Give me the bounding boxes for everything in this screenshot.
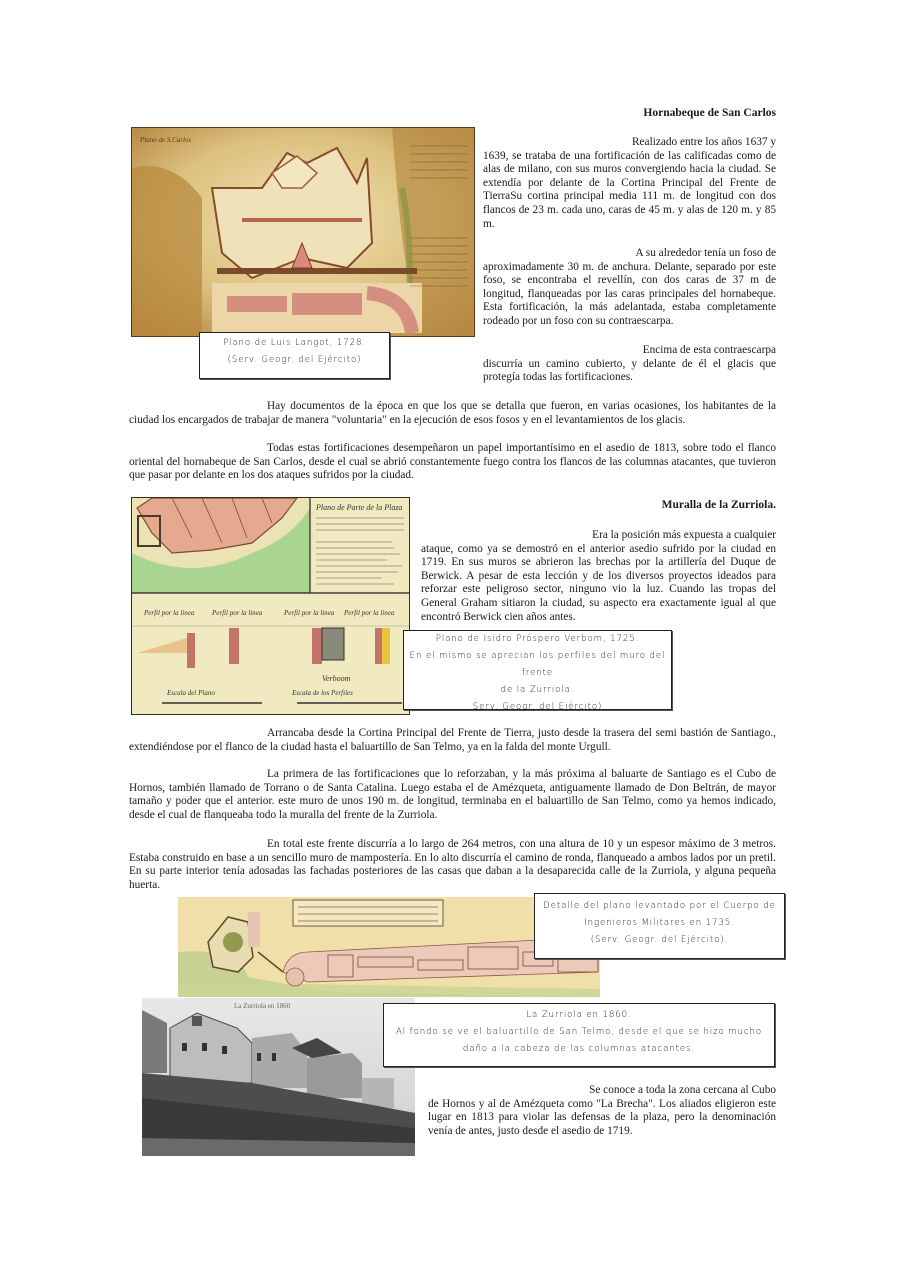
paragraph-text: 1639, se trataba de una fortificación de las calificadas como de alas de milano, con sus muros convergiendo hacia la ciudad. Se extendía por delante de la Cortina Principal del Frente de TierraSu cortina principal media 111 m. de longitud con dos flancos de 23 m. cada uno, caras de 45 m. y alas de 120 m. y 85 m. xyxy=(483,149,776,230)
paragraph-text: En total este frente discurría a lo largo de 264 metros, con una altura de 10 y un espesor máximo de 3 metros. Estaba construido en base a un sencillo muro de mampostería. En lo alto discurría el camino de ronda, flanqueado a ambos lados por un pretil. En su parte interior tenía adosadas las fachadas posteriores de las casas que daban a la desaparecida calle de la Zurriola, y alguna pequeña huerta. xyxy=(129,838,776,891)
paragraph-hornabeque-1 xyxy=(483,136,776,231)
paragraph-hornabeque-4 xyxy=(129,400,776,427)
caption-line: Ingenieros Militares en 1735. xyxy=(584,918,735,928)
paragraph-text: La primera de las fortificaciones que lo reforzaban, y la más próxima al baluarte de Santiago es el Cubo de Hornos, también llamado de Torrano o de Santa Catalina. Luego estaba el de Amézqueta, antiguamente llamado de Don Beltrán, de mayor tamaño y poder que el anterior. este muro de unos 190 m. de longitud, terminaba en el baluartillo de San Telmo, como ya hemos indicado, desde el cual de flanqueaba todo la muralla del frente de la Zurriola. xyxy=(129,768,776,821)
paragraph-zurriola-2 xyxy=(129,727,776,754)
svg-text:Plano de Parte de la Plaza: Plano de Parte de la Plaza xyxy=(316,503,403,512)
caption-line: daño a la cabeza de las columnas atacantes. xyxy=(462,1044,696,1054)
paragraph-first-line: A su alrededor tenía un foso de xyxy=(635,247,776,259)
historic-photo-icon xyxy=(142,998,415,1156)
section-title-zurriola: Muralla de la Zurriola. xyxy=(661,499,776,511)
svg-text:Perfil por la linea: Perfil por la linea xyxy=(144,609,195,617)
paragraph-text: Hay documentos de la época en que los que se detalla que fueron, en varias ocasiones, los habitantes de la ciudad los encargados de trabajar de manera "voluntaria" en la ejecución de esos fosos y en el levantamientos de los glacis. xyxy=(129,400,776,426)
photo-zurriola-1860 xyxy=(142,998,415,1156)
svg-text:Plano de S.Carlos: Plano de S.Carlos xyxy=(140,136,192,144)
photo-inscription: La Zurriola en 1860 xyxy=(234,1002,291,1010)
caption-line: (Serv. Geogr. del Ejército). xyxy=(590,935,729,945)
svg-text:Perfil por la linea: Perfil por la linea xyxy=(284,609,335,617)
caption-line: Plano de Isidro Próspero Verbom, 1725. xyxy=(435,634,640,644)
paragraph-zurriola-5 xyxy=(428,1084,776,1138)
wall-profile-plan-icon xyxy=(132,498,409,714)
paragraph-first-line: Encima de esta contraescarpa xyxy=(642,344,776,356)
paragraph-hornabeque-3 xyxy=(483,344,776,385)
paragraph-zurriola-1 xyxy=(421,529,776,624)
caption-line: Serv. Geogr. del Ejército) xyxy=(472,702,603,712)
paragraph-text: ataque, como ya se demostró en el anterior asedio sufrido por la ciudad en 1719. En sus muros se abrieron las brechas por la artillería del Duque de Berwick. A pesar de esta lección y de los diversos proyectos ideados para reforzar este peligroso sector, ninguno vio la luz. Cuando las tropas del General Graham sitiaron la ciudad, su aspecto era exactamente igual al que encontró Berwick cien años antes. xyxy=(421,542,776,623)
svg-text:Perfil por la linea: Perfil por la linea xyxy=(344,609,395,617)
section-title-hornabeque: Hornabeque de San Carlos xyxy=(643,107,776,119)
paragraph-hornabeque-5 xyxy=(129,442,776,483)
caption-line: de la Zurriola. xyxy=(500,685,575,695)
fortification-map-icon xyxy=(132,128,474,336)
image-caption-detail-1735 xyxy=(534,893,785,959)
map-image-langot-1728 xyxy=(131,127,475,337)
image-caption-langot xyxy=(199,332,390,379)
image-caption-verbom xyxy=(403,630,672,710)
paragraph-text: Arrancaba desde la Cortina Principal del Frente de Tierra, justo desde la trasera del semi bastión de Santiago., extendiéndose por el flanco de la ciudad hasta el baluartillo de San Telmo, ya en la falda del monte Urgull. xyxy=(129,727,776,753)
paragraph-text: discurría un camino cubierto, y delante de él el glacis que protegía todas las fortificaciones. xyxy=(483,357,776,384)
svg-text:Perfil por la linea: Perfil por la linea xyxy=(212,609,263,617)
image-caption-photo-1860 xyxy=(383,1003,775,1067)
paragraph-text: de Hornos y al de Amézqueta como "La Brecha". Los aliados eligieron este lugar en 1813 para violar las defensas de la plaza, pero la denominación venía de antes, justo desde el asedio de 1719. xyxy=(428,1097,776,1137)
caption-line: Al fondo se ve el baluartillo de San Telmo, desde el que se hizo mucho xyxy=(395,1027,763,1037)
paragraph-first-line: Se conoce a toda la zona cercana al Cubo xyxy=(589,1084,776,1096)
paragraph-first-line: Era la posición más expuesta a cualquier xyxy=(592,529,776,541)
caption-line: En el mismo se aprecian los perfiles del muro del frente xyxy=(409,651,666,678)
paragraph-hornabeque-2 xyxy=(483,247,776,329)
svg-text:Escala del Plano: Escala del Plano xyxy=(167,689,215,697)
paragraph-zurriola-3 xyxy=(129,768,776,822)
paragraph-text: Todas estas fortificaciones desempeñaron un papel importantísimo en el asedio de 1813, sobre todo el flanco oriental del hornabeque de San Carlos, desde el cual se abrió constantemente fuego contra los flancos de las columnas atacantes, que tuvieron que pasar por delante en los dos ataques sufridos por la ciudad. xyxy=(129,442,776,482)
caption-line: La Zurriola en 1860. xyxy=(526,1010,632,1020)
paragraph-text: aproximadamente 30 m. de anchura. Delante, separado por este foso, se encontraba el revellín, con dos caras de 37 m de longitud, flanqueadas por las caras principales del hornabeque. Esta fortificación, la más adelantada, estaba completamente rodeado por un foso con su contraescarpa. xyxy=(483,260,776,327)
map-image-verbom-1725 xyxy=(131,497,410,715)
paragraph-zurriola-4 xyxy=(129,838,776,892)
caption-line: Detalle del plano levantado por el Cuerpo de xyxy=(543,901,776,911)
paragraph-first-line: Realizado entre los años 1637 y xyxy=(632,136,776,148)
caption-line: Plano de Luis Langot, 1728. xyxy=(222,338,367,348)
svg-text:Verboom: Verboom xyxy=(322,674,351,683)
caption-line: (Serv. Geogr. del Ejército) xyxy=(227,355,362,365)
svg-text:Escala de los Perfiles: Escala de los Perfiles xyxy=(292,689,353,697)
